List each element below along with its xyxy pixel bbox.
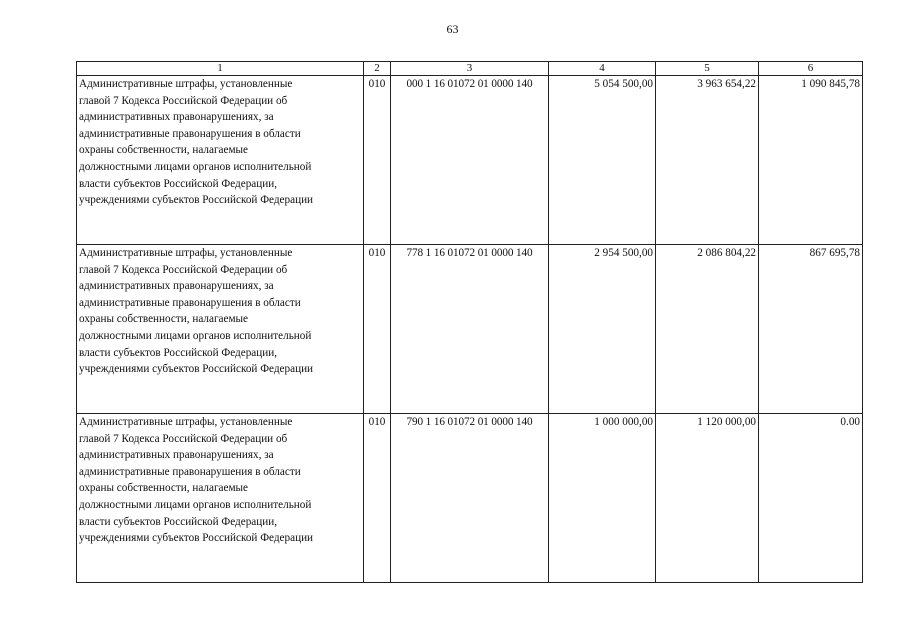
row-line-code: 010 xyxy=(364,245,391,414)
report-table xyxy=(76,61,863,583)
row-line-code: 010 xyxy=(364,414,391,583)
row-line-code: 010 xyxy=(364,76,391,245)
row-amount-col4: 5 054 500,00 xyxy=(549,76,656,245)
header-col-4: 4 xyxy=(549,62,656,76)
header-row xyxy=(77,62,863,76)
table-header xyxy=(77,62,863,76)
table-body xyxy=(77,76,863,583)
table-row xyxy=(77,76,863,245)
row-amount-col4: 1 000 000,00 xyxy=(549,414,656,583)
header-col-2: 2 xyxy=(364,62,391,76)
row-budget-code: 778 1 16 01072 01 0000 140 xyxy=(391,245,549,414)
row-amount-col6: 0.00 xyxy=(759,414,863,583)
row-description: Административные штрафы, установленные главой 7 Кодекса Российской Федерации об административных правонарушениях, за административные правонарушения в области охраны собственности, налагаемые должностными лицами органов исполнительной власти субъектов Российской Федерации, учреждениями субъектов Российской Федерации xyxy=(79,416,314,545)
header-col-6: 6 xyxy=(759,62,863,76)
header-col-1: 1 xyxy=(77,62,364,76)
row-description-cell xyxy=(77,245,364,414)
header-col-3: 3 xyxy=(391,62,549,76)
header-col-5: 5 xyxy=(656,62,759,76)
table-row xyxy=(77,245,863,414)
row-description-cell xyxy=(77,76,364,245)
row-amount-col5: 1 120 000,00 xyxy=(656,414,759,583)
row-amount-col6: 1 090 845,78 xyxy=(759,76,863,245)
row-amount-col5: 3 963 654,22 xyxy=(656,76,759,245)
row-description: Административные штрафы, установленные главой 7 Кодекса Российской Федерации об административных правонарушениях, за административные правонарушения в области охраны собственности, налагаемые должностными лицами органов исполнительной власти субъектов Российской Федерации, учреждениями субъектов Российской Федерации xyxy=(79,78,314,207)
table-row xyxy=(77,414,863,583)
row-budget-code: 000 1 16 01072 01 0000 140 xyxy=(391,76,549,245)
row-description-cell xyxy=(77,414,364,583)
page-number: 63 xyxy=(446,22,459,36)
row-amount-col6: 867 695,78 xyxy=(759,245,863,414)
row-budget-code: 790 1 16 01072 01 0000 140 xyxy=(391,414,549,583)
row-description: Административные штрафы, установленные главой 7 Кодекса Российской Федерации об административных правонарушениях, за административные правонарушения в области охраны собственности, налагаемые должностными лицами органов исполнительной власти субъектов Российской Федерации, учреждениями субъектов Российской Федерации xyxy=(79,247,314,376)
row-amount-col4: 2 954 500,00 xyxy=(549,245,656,414)
row-amount-col5: 2 086 804,22 xyxy=(656,245,759,414)
